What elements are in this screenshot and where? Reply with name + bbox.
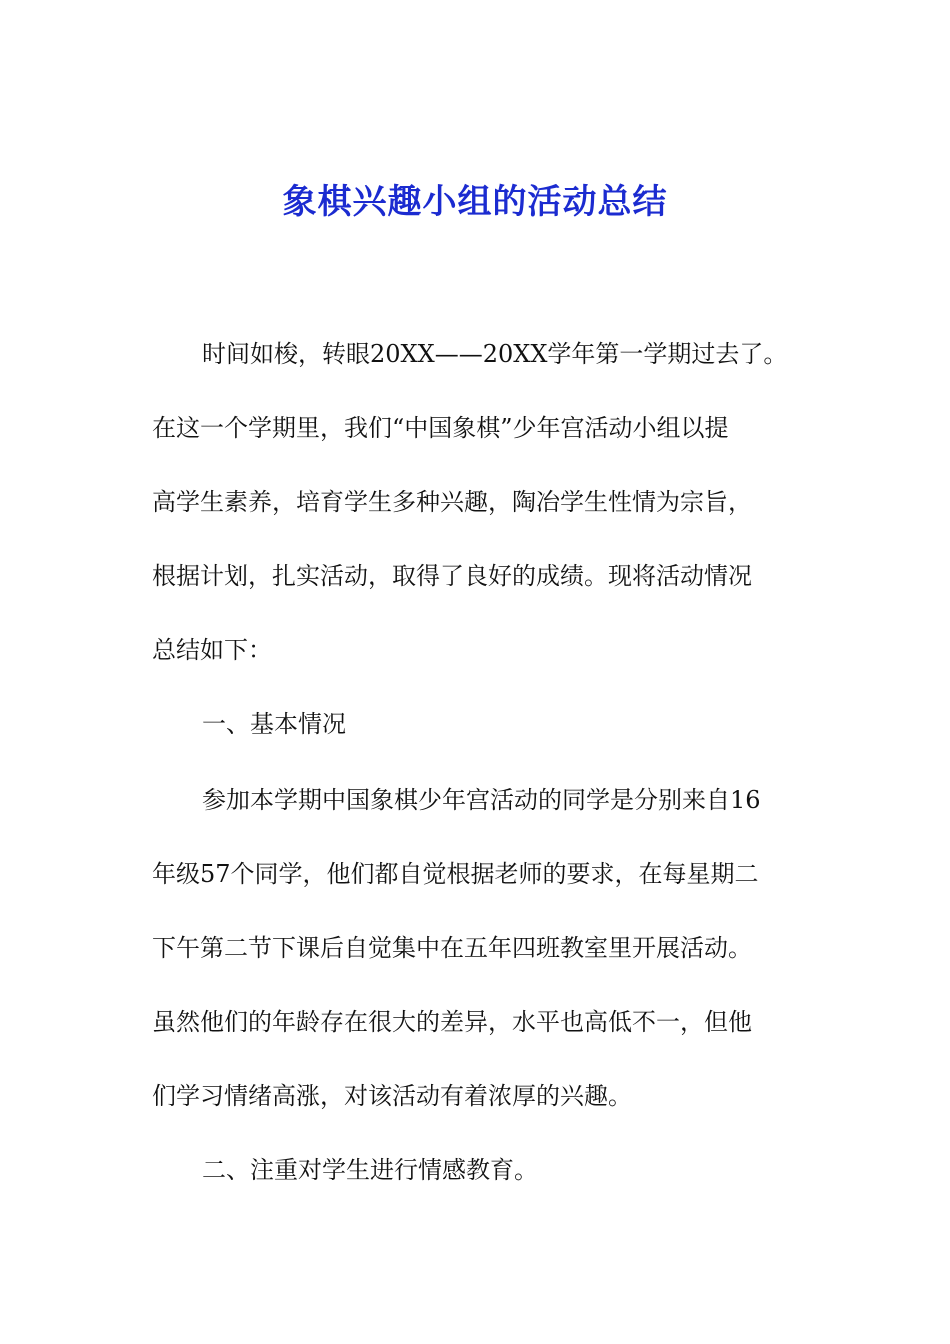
paragraph-line: 根据计划，扎实活动，取得了良好的成绩。现将活动情况	[152, 562, 752, 590]
paragraph-line: 高学生素养，培育学生多种兴趣，陶冶学生性情为宗旨，	[152, 488, 752, 516]
paragraph-line: 虽然他们的年龄存在很大的差异，水平也高低不一，但他	[152, 1008, 752, 1036]
section-heading: 二、注重对学生进行情感教育。	[202, 1156, 538, 1184]
paragraph-line: 年级57个同学，他们都自觉根据老师的要求，在每星期二	[152, 860, 759, 888]
section-heading: 一、基本情况	[202, 710, 346, 738]
paragraph-line: 参加本学期中国象棋少年宫活动的同学是分别来自16	[202, 786, 761, 814]
paragraph-line: 在这一个学期里，我们“中国象棋”少年宫活动小组以提	[152, 414, 729, 442]
paragraph-line: 下午第二节下课后自觉集中在五年四班教室里开展活动。	[152, 934, 752, 962]
paragraph-line: 总结如下：	[152, 636, 272, 664]
document-title: 象棋兴趣小组的活动总结	[282, 182, 668, 222]
paragraph-line: 时间如梭，转眼20XX——20XX学年第一学期过去了。	[202, 340, 788, 368]
paragraph-line: 们学习情绪高涨，对该活动有着浓厚的兴趣。	[152, 1082, 632, 1110]
